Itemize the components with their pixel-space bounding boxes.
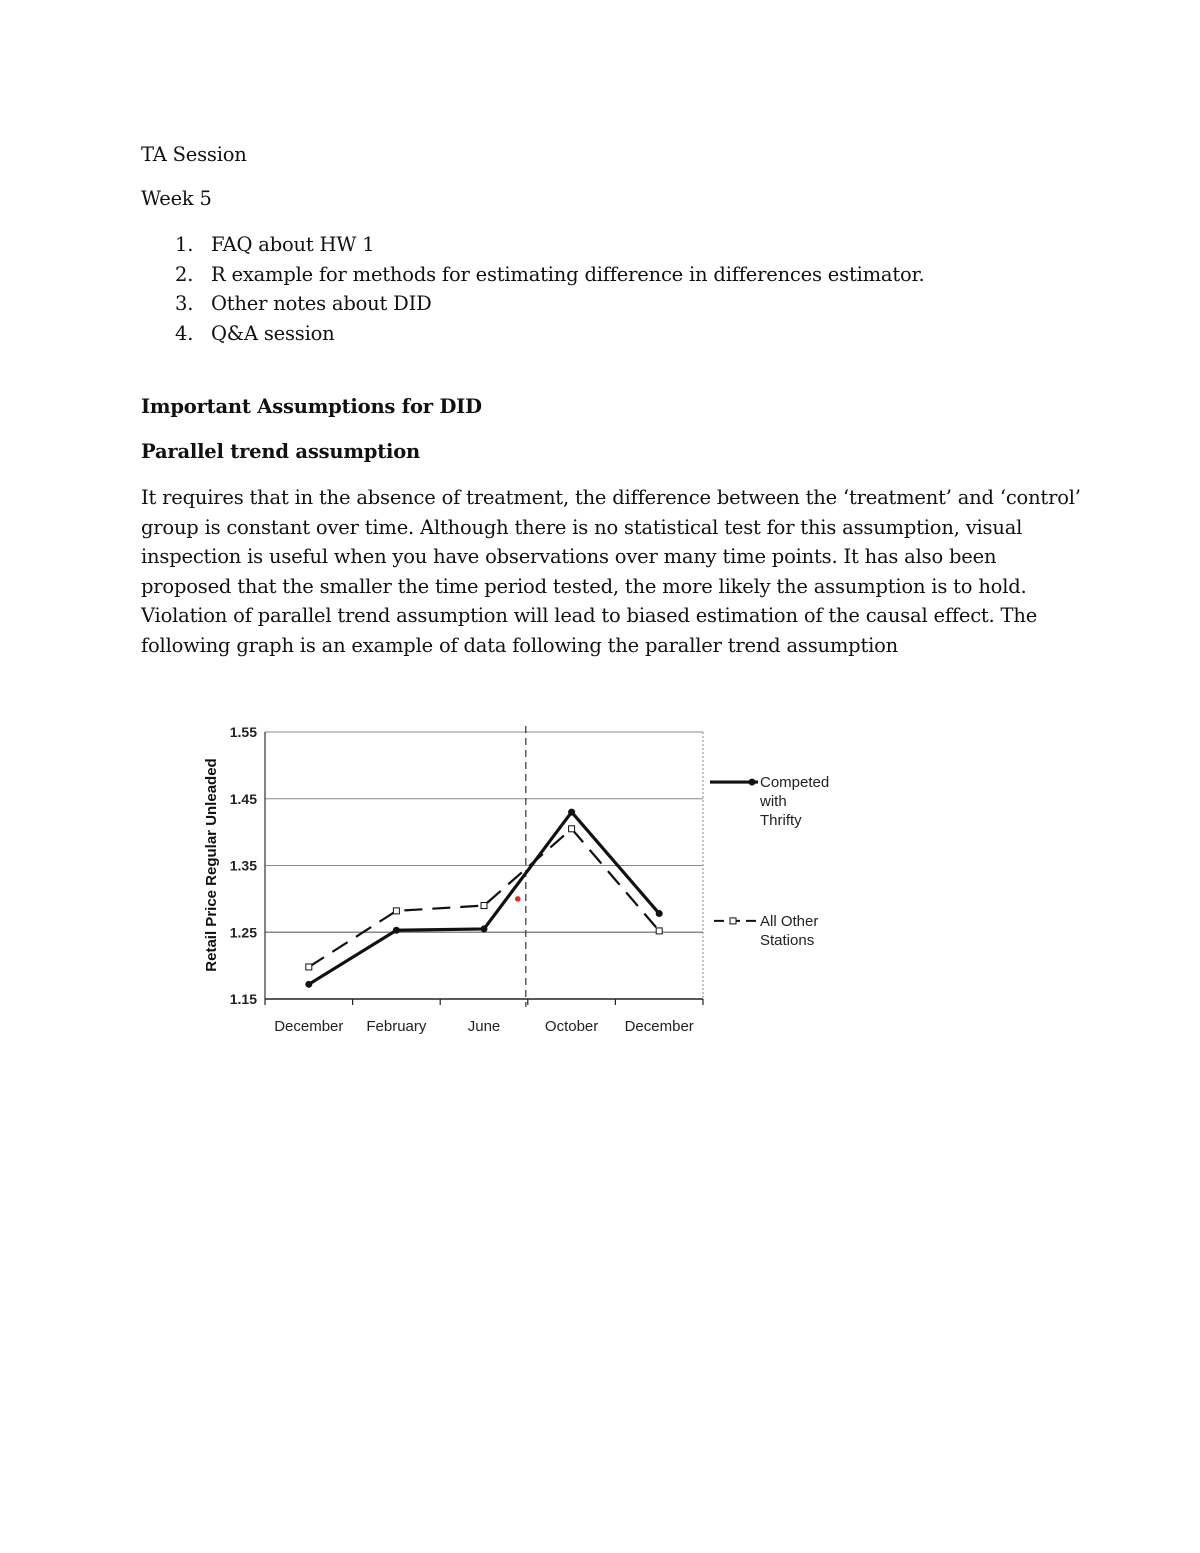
list-text: Q&A session — [211, 321, 335, 345]
legend — [710, 774, 829, 949]
data-point — [569, 826, 575, 832]
x-tick-label: June — [467, 1018, 501, 1035]
legend-label: Thrifty — [760, 812, 802, 830]
data-point — [393, 927, 400, 934]
section-heading: Important Assumptions for DID — [141, 395, 482, 418]
list-number: 2. — [175, 262, 194, 286]
chart-svg — [190, 710, 870, 1050]
y-tick-label: 1.15 — [229, 991, 257, 1007]
data-point — [656, 910, 663, 917]
paragraph-line: group is constant over time. Although there is no statistical test for this assumption, visual — [141, 515, 1023, 539]
paragraph-line: Violation of parallel trend assumption will lead to biased estimation of the causal effect. The — [141, 604, 1038, 627]
legend-label: Stations — [760, 931, 815, 949]
data-point — [656, 928, 662, 934]
legend-label: All Other — [760, 912, 819, 930]
series-line-competed-with-thrifty — [309, 812, 659, 984]
y-axis-label: Retail Price Regular Unleaded — [203, 758, 220, 972]
y-tick-label: 1.45 — [229, 790, 257, 807]
body-paragraph — [141, 483, 1081, 660]
series-lines — [305, 809, 662, 988]
y-tick-labels — [230, 724, 257, 1007]
legend-label: Competed — [760, 774, 830, 792]
data-point — [568, 809, 575, 816]
y-tick-label: 1.55 — [229, 724, 257, 740]
x-tick-label: February — [366, 1018, 427, 1035]
paragraph-line: inspection is useful when you have observations over many time points. It has also been — [141, 545, 997, 568]
data-point — [306, 964, 312, 970]
y-tick-label: 1.35 — [229, 857, 257, 874]
gridlines — [265, 726, 703, 1007]
list-number: 4. — [175, 321, 194, 345]
data-point — [481, 925, 488, 932]
section-subheading: Parallel trend assumption — [141, 440, 421, 463]
week-label: Week 5 — [141, 187, 212, 210]
parallel-trend-chart — [190, 710, 870, 1050]
x-tick-label: October — [544, 1018, 599, 1035]
paragraph-line: It requires that in the absence of treatment, the difference between the ‘treatment’ and ‘control’ — [141, 486, 1081, 509]
list-text: R example for methods for estimating difference in differences estimator. — [211, 262, 925, 286]
x-tick-label: December — [624, 1018, 694, 1035]
list-text: FAQ about HW 1 — [211, 233, 375, 256]
paragraph-line: proposed that the smaller the time period tested, the more likely the assumption is to hold. — [141, 574, 1027, 598]
list-number: 3. — [175, 292, 194, 315]
series-line-all-other-stations — [309, 829, 659, 967]
list-number: 1. — [175, 233, 194, 256]
paragraph-line: following graph is an example of data following the paraller trend assumption — [141, 633, 899, 657]
doc-title: TA Session — [141, 143, 247, 166]
data-point — [393, 908, 399, 914]
x-tick-label: December — [274, 1018, 344, 1035]
annotation-dot — [515, 896, 521, 902]
x-tick-labels — [274, 1018, 694, 1035]
data-point — [481, 903, 487, 909]
legend-marker — [749, 779, 756, 786]
y-tick-label: 1.25 — [229, 924, 257, 941]
data-point — [305, 981, 312, 988]
legend-label: with — [760, 793, 787, 811]
legend-marker — [730, 918, 736, 924]
list-text: Other notes about DID — [211, 292, 432, 315]
